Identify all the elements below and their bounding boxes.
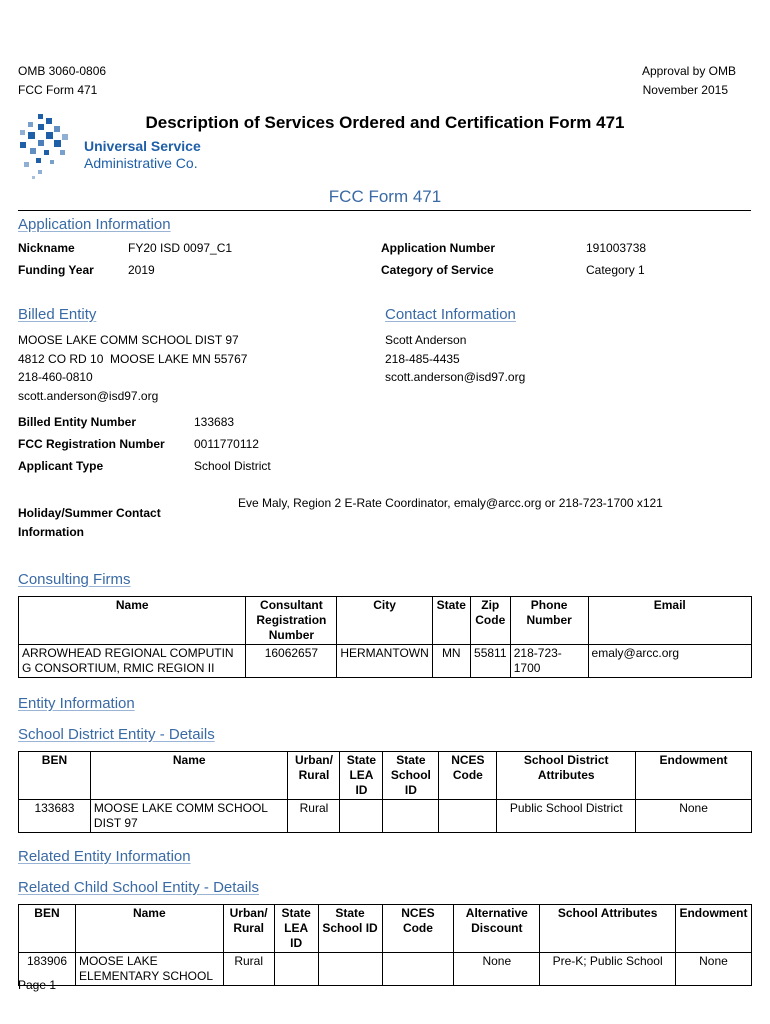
col-state-lea: State LEA ID <box>340 752 383 800</box>
applicant-type-value: School District <box>194 459 271 473</box>
cell-nces <box>382 953 454 986</box>
holiday-contact-label <box>18 504 161 542</box>
category-label: Category of Service <box>381 263 494 277</box>
table-header-row <box>19 905 752 953</box>
col-state-school-id: State School ID <box>383 752 439 800</box>
cell-zip: 55811 <box>470 645 510 678</box>
cell-phone: 218-723-1700 <box>510 645 588 678</box>
col-attributes: School District Attributes <box>497 752 636 800</box>
related-child-table <box>18 904 752 986</box>
cell-lea <box>274 953 318 986</box>
cell-name: ARROWHEAD REGIONAL COMPUTIN G CONSORTIUM, RMIC REGION II <box>19 645 246 678</box>
contact-details <box>385 331 525 387</box>
fcc-registration-label: FCC Registration Number <box>18 437 165 451</box>
col-name: Name <box>75 905 223 953</box>
entity-info-heading: Entity Information <box>18 695 135 712</box>
billed-entity-phone: 218-460-0810 <box>18 370 93 384</box>
billed-entity-address: 4812 CO RD 10 MOOSE LAKE MN 55767 <box>18 351 248 366</box>
col-alt-discount: Alternative Discount <box>454 905 540 953</box>
col-ben: BEN <box>19 752 91 800</box>
col-phone: Phone Number <box>510 597 588 645</box>
col-name: Name <box>19 597 246 645</box>
col-urban-rural: Urban/ Rural <box>288 752 340 800</box>
col-state-lea: State LEA ID <box>274 905 318 953</box>
form-name: FCC Form 471 <box>18 83 98 97</box>
table-row <box>19 953 752 986</box>
cell-ben: 133683 <box>19 800 91 833</box>
cell-school-id <box>383 800 439 833</box>
col-attributes: School Attributes <box>540 905 676 953</box>
form-heading: FCC Form 471 <box>328 187 442 206</box>
nickname-value: FY20 ISD 0097_C1 <box>128 241 233 255</box>
col-endowment: Endowment <box>675 905 751 953</box>
logo-line-2: Administrative Co. <box>84 155 198 171</box>
cell-city: HERMANTOWN <box>337 645 432 678</box>
consulting-firms-table <box>18 596 752 678</box>
category-value: Category 1 <box>586 263 645 277</box>
cell-endowment: None <box>636 800 752 833</box>
table-header-row <box>19 597 752 645</box>
application-number-value: 191003738 <box>586 241 647 255</box>
cell-urban: Rural <box>288 800 340 833</box>
cell-school-id <box>318 953 382 986</box>
cell-nces <box>439 800 497 833</box>
ben-label: Billed Entity Number <box>18 415 137 429</box>
nickname-label: Nickname <box>18 241 75 255</box>
fcc-registration-value: 0011770112 <box>194 437 259 451</box>
billed-entity-heading: Billed Entity <box>18 306 97 323</box>
funding-year-value: 2019 <box>128 263 155 277</box>
document-title: Description of Services Ordered and Certification Form 471 <box>145 113 625 132</box>
billed-entity-email: scott.anderson@isd97.org <box>18 388 159 403</box>
cell-state: MN <box>432 645 470 678</box>
col-email: Email <box>588 597 751 645</box>
related-child-heading: Related Child School Entity - Details <box>18 879 259 896</box>
cell-email: emaly@arcc.org <box>588 645 751 678</box>
cell-lea <box>340 800 383 833</box>
billed-entity-details <box>18 331 247 405</box>
col-name: Name <box>90 752 288 800</box>
cell-attributes: Public School District <box>497 800 636 833</box>
related-entity-heading: Related Entity Information <box>18 848 191 865</box>
col-city: City <box>337 597 432 645</box>
logo-line-1: Universal Service <box>84 138 201 154</box>
table-row <box>19 645 752 678</box>
table-header-row <box>19 752 752 800</box>
col-nces: NCES Code <box>382 905 454 953</box>
holiday-contact-value: Eve Maly, Region 2 E-Rate Coordinator, emaly@arcc.org or 218-723-1700 x121 <box>238 496 663 510</box>
col-urban-rural: Urban/ Rural <box>223 905 274 953</box>
school-district-table <box>18 751 752 833</box>
divider <box>18 210 751 211</box>
col-ben: BEN <box>19 905 76 953</box>
logo-text <box>84 138 201 172</box>
application-info-heading: Application Information <box>18 216 171 233</box>
applicant-type-label: Applicant Type <box>18 459 104 473</box>
table-row <box>19 800 752 833</box>
cell-alt-discount: None <box>454 953 540 986</box>
col-endowment: Endowment <box>636 752 752 800</box>
cell-urban: Rural <box>223 953 274 986</box>
omb-number: OMB 3060-0806 <box>18 64 107 78</box>
cell-reg: 16062657 <box>246 645 337 678</box>
application-number-label: Application Number <box>381 241 496 255</box>
ben-value: 133683 <box>194 415 235 429</box>
cell-name: MOOSE LAKE ELEMENTARY SCHOOL <box>75 953 223 986</box>
col-nces: NCES Code <box>439 752 497 800</box>
funding-year-label: Funding Year <box>18 263 94 277</box>
page-number: Page 1 <box>18 978 57 992</box>
approval-date: November 2015 <box>642 83 728 97</box>
consulting-firms-heading: Consulting Firms <box>18 571 131 588</box>
holiday-contact-label-2: Information <box>18 525 84 539</box>
contact-name: Scott Anderson <box>385 333 467 347</box>
col-consultant-reg: Consultant Registration Number <box>246 597 337 645</box>
contact-phone: 218-485-4435 <box>385 351 460 366</box>
cell-attributes: Pre-K; Public School <box>540 953 676 986</box>
billed-entity-name: MOOSE LAKE COMM SCHOOL DIST 97 <box>18 333 239 347</box>
contact-info-heading: Contact Information <box>385 306 516 323</box>
col-zip: Zip Code <box>470 597 510 645</box>
contact-email: scott.anderson@isd97.org <box>385 370 526 384</box>
col-state-school-id: State School ID <box>318 905 382 953</box>
school-district-heading: School District Entity - Details <box>18 726 215 743</box>
cell-name: MOOSE LAKE COMM SCHOOL DIST 97 <box>90 800 288 833</box>
cell-endowment: None <box>675 953 751 986</box>
cell-ben: 183906 <box>19 953 76 986</box>
approval-text: Approval by OMB <box>641 64 736 78</box>
col-state: State <box>432 597 470 645</box>
holiday-contact-label-1: Holiday/Summer Contact <box>18 506 161 520</box>
